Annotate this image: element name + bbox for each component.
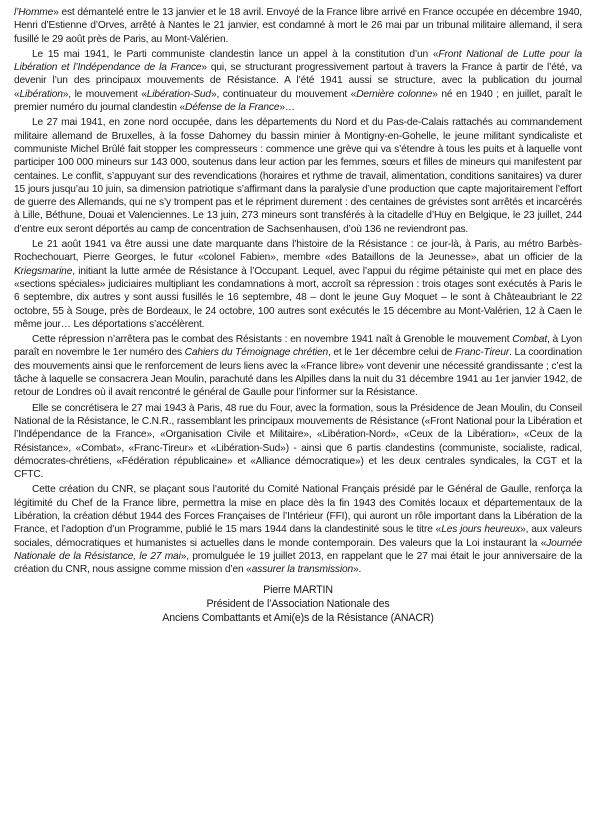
paragraph [14,6,582,46]
italic-text: Cahiers du Témoignage chrétien [184,347,329,359]
text-run: », le mouvement « [62,88,147,100]
italic-text: Journée Nationale de la Résistance, le 27 mai [14,537,582,562]
paragraph [14,48,582,114]
text-run: . La coordination des mouvements ainsi que le renforcement de leurs liens avec la «France libre» vont devenir une nécessité grandissante ; c’est la tâche à laquelle se consacrera Jean Moulin, parachuté dans les Alpilles dans la nuit du 31 décembre 1941 au 1er janvier 1942, de retour de Londres où il avait rencontré le général de Gaulle pour l’informer sur la Résistance. [14,347,582,399]
paragraph [14,116,582,236]
italic-text: Défense de la France [184,102,280,114]
text-run: ». [352,564,362,576]
italic-text: Dernière colonne [356,88,433,100]
paragraph [14,333,582,399]
paragraph [14,483,582,576]
italic-text: Combat [512,334,548,346]
text-run: , à Lyon paraît en novembre le 1er numéro des [14,334,583,359]
signature-block [14,584,582,625]
author-name: Pierre MARTIN [263,584,333,597]
text-run: » qui, se structurant progressivement partout à travers la France à partir de l’été, va devenir l’un des principaux mouvements de Résistance. A l’été 1941 aussi se structure, avec la publication du journal « [14,62,582,100]
italic-text: Libération [19,88,63,100]
text-run: Elle se concrétisera le 27 mai 1943 à Paris, 48 rue du Four, avec la formation, sous la Présidence de Jean Moulin, du Conseil National de la Résistance, le C.N.R., rassemblant les principaux mouvements de Résistance («Front National pour la Libération et l’Indépendance de la France», «Organisation Civile et Militaire», «Libération-Nord», «Ceux de la Libération», «Ceux de la Résistance», «Combat», «Franc-Tireur» et «Libération-Sud») - ainsi que 6 partis clandestins (communiste, socialiste, radical, démocrates-chrétiens, «Fédération républicaine» et «Alliance démocratique») et les deux centrales syndicales, la CGT et la CFTC. [14,402,582,481]
text-run: Le 27 mai 1941, en zone nord occupée, dans les départements du Nord et du Pas-de-Calais rattachés au commandement militaire allemand de Bruxelles, à la fosse Dahomey du bassin minier à Montigny-en-Gohelle, le jeune militant syndicaliste et communiste Michel Brûlé fait stopper les compresseurs : commence une grève qui va s’étendre à tous les puits et à laquelle vont participer 100 000 mineurs sur 143 000, soutenus dans leur action par les femmes, sœurs et filles de mineurs qui manifestent par centaines. Le conflit, s’appuyant sur des revendications (horaires et rythme de travail, alimentation, conditions sanitaires) va durer 15 jours jusqu’au 10 juin, sa dimension patriotique s’affirmant dans la paralysie d’une production que capte majoritairement l’effort de guerre des Allemands, qui ne s’y trompent pas et le répriment durement : des centaines de grévistes sont arrêtés et incarcérés à Lille, Béthune, Douai et Valenciennes. Le 13 juin, 273 mineurs sont transférés à la citadelle d’Huy en Belgique, le 23 juillet, 244 d’entre eux seront déportés au camp de concentration de Sachsenhausen, d’où 136 ne reviendront pas. [14,117,582,235]
italic-text: Libération-Sud [146,88,211,100]
italic-text: Franc-Tireur [455,347,510,359]
article-body [14,6,582,576]
text-run: , initiant la lutte armée de Résistance à l’Occupant. Lequel, avec l’appui du régime pétainiste qui met en place des «sections spéciales» judiciaires multipliant les condamnations à mort, accroît sa répression : trois otages sont exécutés à Paris le 6 septembre, dix autres y sont aussi fusillés le 16 septembre, 48 – dont le jeune Guy Moquet – le sont à Châteaubriant le 22 octobre, 55 à Souge, près de Bordeaux, le 24 octobre, 100 autres sont exécutés le 15 décembre au Mont-Valérien, 12 à Caen le même jour… Les déportations s’accélèrent. [14,265,582,330]
italic-text: l’Homme [14,7,54,18]
text-run: Cette répression n’arrêtera pas le combat des Résistants : en novembre 1941 naît à Grenoble le mouvement [32,334,513,346]
text-run: Le 15 mai 1941, le Parti communiste clandestin lance un appel à la constitution d’un « [32,48,439,60]
text-run: » est démantelé entre le 13 janvier et le 18 avril. Envoyé de la France libre arrivé en France occupée en décembre 1940, Henri d’Estienne d’Orves, arrêté à Nantes le 21 janvier, est condamné à mort le 26 mai par un tribunal militaire allemand, il sera fusillé le 29 août près de Paris, au Mont-Valérien. [14,7,582,45]
text-run: », continuateur du mouvement « [210,88,357,100]
paragraph [14,402,582,482]
text-run: », promulguée le 19 juillet 2013, en rappelant que le 27 mai était le jour anniversaire de la création du CNR, nous assigne comme mission d’en « [14,550,582,576]
text-run: »… [279,102,295,114]
paragraph [14,238,582,331]
author-title-line-1: Président de l’Association Nationale des [206,598,390,611]
text-run: Le 21 août 1941 va être aussi une date marquante dans l’histoire de la Résistance : ce jour-là, à Paris, au métro Barbès-Rochechouart, Pierre Georges, le futur «colonel Fabien», membre «des Bataillons de la Jeunesse», abat un officier de la [14,239,582,264]
italic-text: Kriegsmarine [14,265,73,277]
text-run: Cette création du CNR, se plaçant sous l’autorité du Comité National Français présidé par le Général de Gaulle, renforça la légitimité du Chef de la France libre, permettra la mise en place dès la fin 1943 des Comités locaux et départementaux de la Libération, la création début 1944 des Forces Françaises de l’Intérieur (FFI), qui auront un rôle important dans la Libération de la France, et l’adoption d’un Programme, publié le 15 mars 1944 dans la clandestinité sous le titre « [14,484,582,536]
text-run: » né en 1940 ; en juillet, paraît le premier numéro du journal clandestin « [14,88,582,114]
text-run: , et le 1er décembre celui de [328,347,456,359]
author-title-line-2: Anciens Combattants et Ami(e)s de la Résistance (ANACR) [162,611,434,624]
text-run: », aux valeurs sociales, démocratiques et humanistes si actuelles dans le monde contemporain. Des valeurs que la Loi instaurant la « [14,524,582,549]
italic-text: Front National de Lutte pour la Libération et l’Indépendance de la France [14,48,582,74]
italic-text: Les jours heureux [441,524,521,536]
italic-text: assurer la transmission [251,564,353,576]
